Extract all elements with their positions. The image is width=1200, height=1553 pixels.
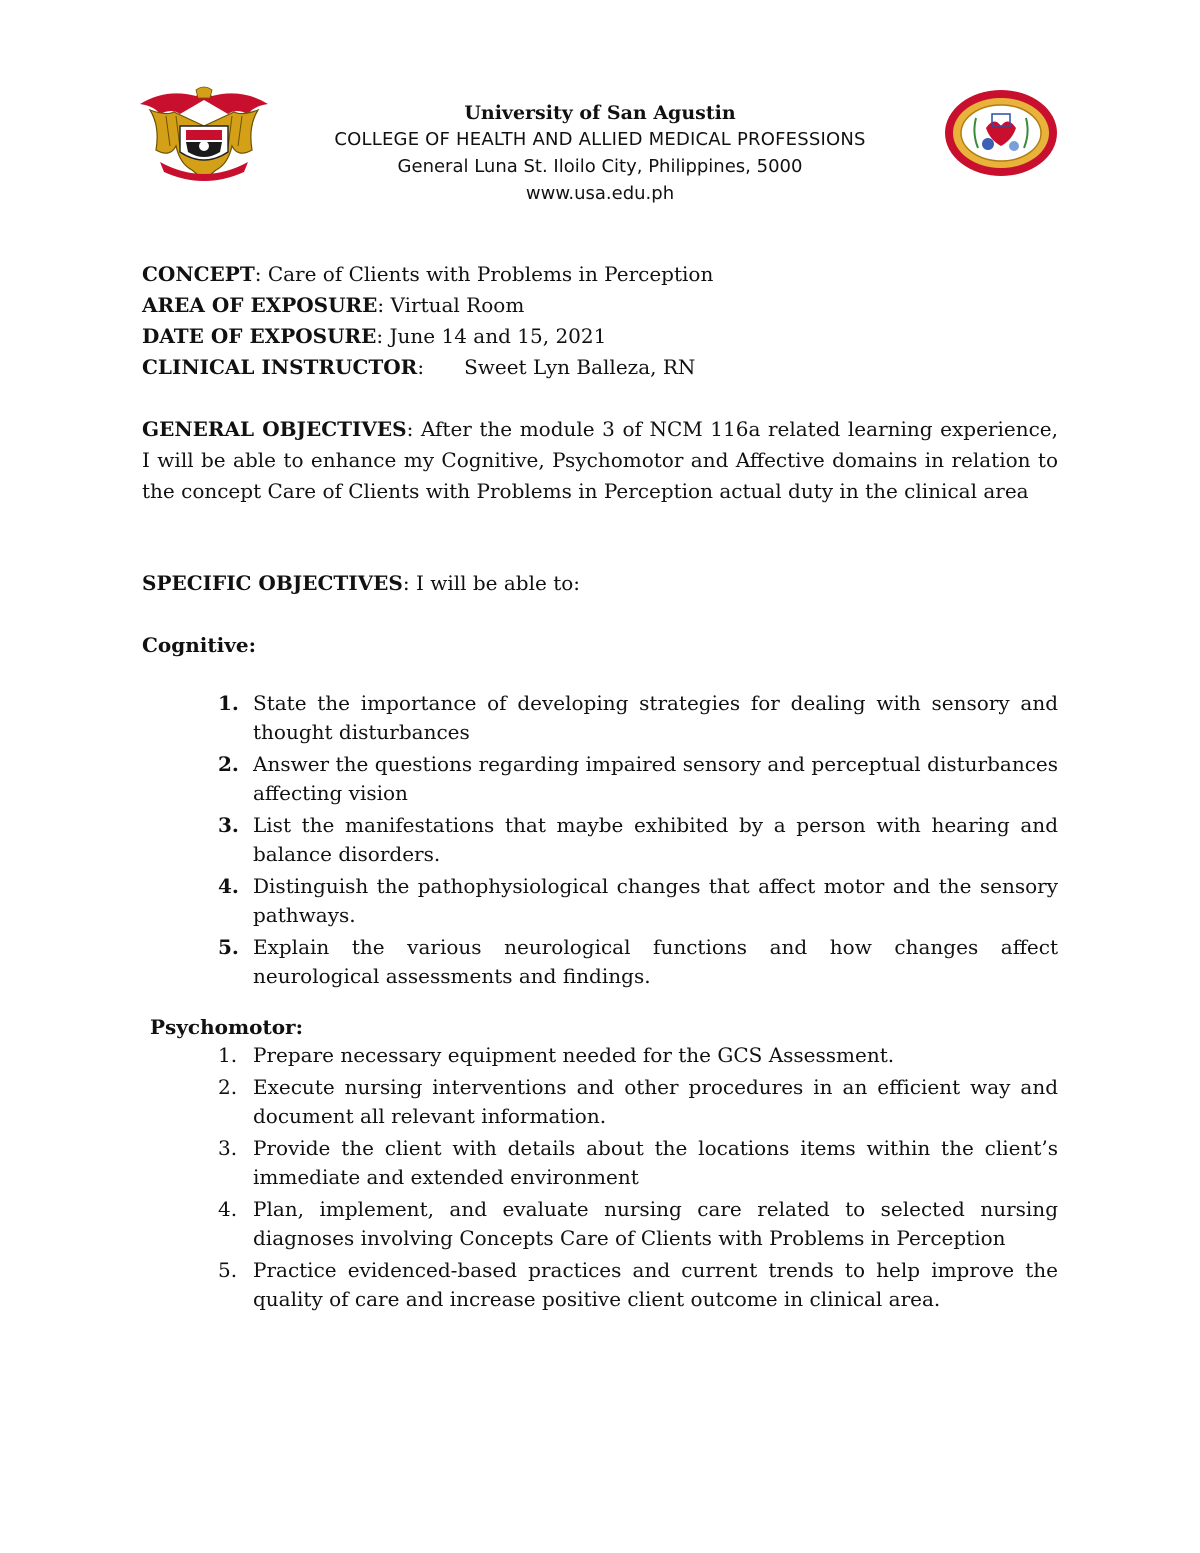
area-label: AREA OF EXPOSURE bbox=[142, 293, 378, 317]
general-objectives-text: After the module 3 of NCM 116a related learning experience, I will be able to enhance my Cognitive, Psychomotor and Affective domains in relation to the concept Care of Clients with Problems in Perception actual duty in the clinical area bbox=[142, 417, 1058, 503]
list-item bbox=[142, 1134, 1058, 1192]
list-number: 2. bbox=[218, 1075, 238, 1099]
list-number: 5. bbox=[218, 935, 239, 959]
list-item bbox=[142, 1041, 1058, 1070]
specific-objectives-text: I will be able to: bbox=[415, 571, 581, 595]
list-number: 1. bbox=[218, 1043, 238, 1067]
area-row: AREA OF EXPOSURE: Virtual Room bbox=[142, 293, 525, 317]
list-number: 3. bbox=[218, 1136, 238, 1160]
date-row: DATE OF EXPOSURE: June 14 and 15, 2021 bbox=[142, 324, 607, 348]
list-number: 2. bbox=[218, 752, 239, 776]
cognitive-section bbox=[142, 689, 1058, 994]
list-item bbox=[142, 750, 1058, 808]
list-item-text: List the manifestations that maybe exhibited by a person with hearing and balance disorders. bbox=[253, 813, 1058, 866]
list-item-text: Plan, implement, and evaluate nursing care related to selected nursing diagnoses involving Concepts Care of Clients with Problems in Perception bbox=[253, 1197, 1058, 1250]
list-number: 5. bbox=[218, 1258, 238, 1282]
address: General Luna St. Iloilo City, Philippines, 5000 bbox=[397, 156, 803, 177]
list-item-text: State the importance of developing strategies for dealing with sensory and thought disturbances bbox=[253, 691, 1058, 744]
list-item bbox=[142, 1195, 1058, 1253]
area-value: Virtual Room bbox=[390, 293, 525, 317]
general-objectives-label: GENERAL OBJECTIVES bbox=[142, 417, 407, 441]
list-item-text: Explain the various neurological functions and how changes affect neurological assessments and findings. bbox=[253, 935, 1058, 988]
instructor-value: Sweet Lyn Balleza, RN bbox=[464, 355, 696, 379]
letterhead bbox=[260, 100, 940, 207]
list-item bbox=[142, 811, 1058, 869]
instructor-row: CLINICAL INSTRUCTOR: Sweet Lyn Balleza, RN bbox=[142, 355, 696, 379]
general-objectives: GENERAL OBJECTIVES: After the module 3 of NCM 116a related learning experience, I will be able to enhance my Cognitive, Psychomotor and Affective domains in relation to the concept Care of Clients with Problems in Perception actual duty in the clinical area bbox=[142, 417, 1058, 503]
list-item bbox=[142, 872, 1058, 930]
cognitive-heading: Cognitive: bbox=[142, 633, 256, 657]
list-item-text: Provide the client with details about the locations items within the client’s immediate and extended environment bbox=[253, 1136, 1058, 1189]
concept-label: CONCEPT bbox=[142, 262, 255, 286]
list-number: 4. bbox=[218, 874, 239, 898]
list-item-text: Practice evidenced-based practices and current trends to help improve the quality of care and increase positive client outcome in clinical area. bbox=[253, 1258, 1058, 1311]
date-label: DATE OF EXPOSURE bbox=[142, 324, 377, 348]
website: www.usa.edu.ph bbox=[525, 183, 675, 204]
specific-objectives-label: SPECIFIC OBJECTIVES bbox=[142, 571, 403, 595]
concept-row: CONCEPT: Care of Clients with Problems in Perception bbox=[142, 262, 714, 286]
list-item-text: Prepare necessary equipment needed for the GCS Assessment. bbox=[253, 1043, 895, 1067]
list-number: 4. bbox=[218, 1197, 238, 1221]
list-item bbox=[142, 933, 1058, 991]
list-item-text: Execute nursing interventions and other procedures in an efficient way and document all relevant information. bbox=[253, 1075, 1058, 1128]
list-number: 1. bbox=[218, 691, 239, 715]
date-value: June 14 and 15, 2021 bbox=[389, 324, 607, 348]
instructor-label: CLINICAL INSTRUCTOR bbox=[142, 355, 418, 379]
concept-value: Care of Clients with Problems in Perception bbox=[267, 262, 714, 286]
list-item bbox=[142, 1256, 1058, 1314]
list-item bbox=[142, 1073, 1058, 1131]
list-item-text: Answer the questions regarding impaired sensory and perceptual disturbances affecting vision bbox=[253, 752, 1058, 805]
psychomotor-heading: Psychomotor: bbox=[150, 1015, 303, 1039]
list-item bbox=[142, 689, 1058, 747]
exposure-info bbox=[142, 259, 1058, 383]
psychomotor-section bbox=[142, 1041, 1058, 1317]
college-name: COLLEGE OF HEALTH AND ALLIED MEDICAL PROFESSIONS bbox=[334, 129, 866, 150]
list-number: 3. bbox=[218, 813, 239, 837]
university-name: University of San Agustin bbox=[464, 102, 736, 124]
cognitive-list bbox=[142, 689, 1058, 991]
college-seal-icon bbox=[942, 88, 1060, 178]
list-item-text: Distinguish the pathophysiological changes that affect motor and the sensory pathways. bbox=[253, 874, 1058, 927]
university-seal-icon bbox=[136, 86, 272, 182]
psychomotor-list bbox=[142, 1041, 1058, 1314]
specific-objectives: SPECIFIC OBJECTIVES: I will be able to: bbox=[142, 571, 581, 595]
